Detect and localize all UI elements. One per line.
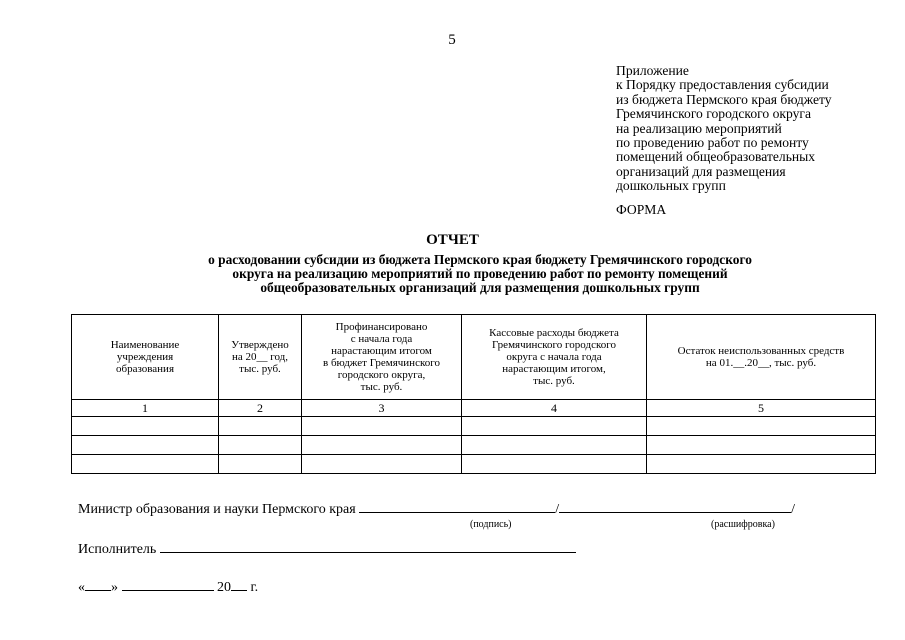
header-unused-balance: Остаток неиспользованных средств на 01.__.20__, тыс. руб.: [647, 315, 876, 400]
header-financed: Профинансировано с начала года нарастающим итогом в бюджет Гремячинского городского округа, тыс. руб.: [302, 315, 462, 400]
date-close-quote: »: [111, 580, 118, 595]
table-row: [72, 455, 876, 474]
executor-field[interactable]: [160, 540, 576, 553]
executor-label: Исполнитель: [78, 542, 157, 557]
table-cell[interactable]: [302, 436, 462, 455]
column-number: 1: [72, 400, 219, 417]
slash-separator: /: [791, 502, 795, 517]
table-cell[interactable]: [647, 436, 876, 455]
page-number: 5: [448, 32, 456, 48]
decoding-field[interactable]: [559, 500, 791, 513]
date-month-field[interactable]: [122, 578, 214, 591]
date-year-prefix: 20: [217, 580, 231, 595]
executor-line: [78, 540, 576, 558]
table-cell[interactable]: [462, 455, 647, 474]
report-table: [71, 314, 876, 474]
table-cell[interactable]: [219, 436, 302, 455]
header-cash-expenses: Кассовые расходы бюджета Гремячинского городского округа с начала года нарастающим итогом, тыс. руб.: [462, 315, 647, 400]
subtitle-line: округа на реализацию мероприятий по проведению работ по ремонту помещений: [232, 266, 728, 282]
appendix-line: Гремячинского городского округа: [616, 106, 812, 122]
table-cell[interactable]: [302, 455, 462, 474]
report-title: ОТЧЕТ: [426, 232, 479, 248]
header-approved: Утверждено на 20__ год, тыс. руб.: [219, 315, 302, 400]
appendix-line: на реализацию мероприятий: [616, 120, 782, 136]
slash-separator: /: [555, 502, 560, 517]
table-header-row: [72, 315, 876, 400]
column-number: 5: [647, 400, 876, 417]
column-number: 2: [219, 400, 302, 417]
minister-label: Министр образования и науки Пермского края: [78, 502, 356, 517]
date-open-quote: «: [78, 580, 85, 595]
column-number-row: [72, 400, 876, 417]
header-institution-name: Наименование учреждения образования: [72, 315, 219, 400]
table-cell[interactable]: [72, 436, 219, 455]
table-cell[interactable]: [462, 417, 647, 436]
date-line: [78, 578, 258, 596]
appendix-line: дошкольных групп: [616, 178, 726, 194]
column-number: 3: [302, 400, 462, 417]
minister-signature-line: [78, 500, 795, 518]
table-cell[interactable]: [647, 455, 876, 474]
form-label: ФОРМА: [616, 202, 667, 217]
date-day-field[interactable]: [85, 578, 111, 591]
report-subtitle: [130, 253, 830, 296]
subtitle-line: общеобразовательных организаций для размещения дошкольных групп: [260, 280, 700, 296]
column-number: 4: [462, 400, 647, 417]
table-cell[interactable]: [219, 455, 302, 474]
appendix-line: к Порядку предоставления субсидии: [616, 77, 829, 93]
signature-caption: (подпись): [470, 519, 512, 530]
table-cell[interactable]: [219, 417, 302, 436]
table-cell[interactable]: [302, 417, 462, 436]
table-cell[interactable]: [647, 417, 876, 436]
appendix-line: организаций для размещения: [616, 163, 786, 179]
table-cell[interactable]: [72, 455, 219, 474]
decoding-caption: (расшифровка): [711, 519, 775, 530]
signature-field[interactable]: [359, 500, 555, 513]
table-cell[interactable]: [462, 436, 647, 455]
appendix-block: [616, 64, 896, 194]
appendix-line: Приложение: [616, 63, 689, 78]
appendix-line: из бюджета Пермского края бюджету: [616, 91, 832, 107]
table-cell[interactable]: [72, 417, 219, 436]
appendix-line: по проведению работ по ремонту: [616, 135, 809, 151]
date-year-field[interactable]: [231, 578, 247, 591]
date-year-suffix: г.: [250, 580, 259, 595]
appendix-line: помещений общеобразовательных: [616, 149, 816, 165]
table-row: [72, 436, 876, 455]
table-row: [72, 417, 876, 436]
subtitle-line: о расходовании субсидии из бюджета Пермского края бюджету Гремячинского городского: [208, 252, 752, 267]
